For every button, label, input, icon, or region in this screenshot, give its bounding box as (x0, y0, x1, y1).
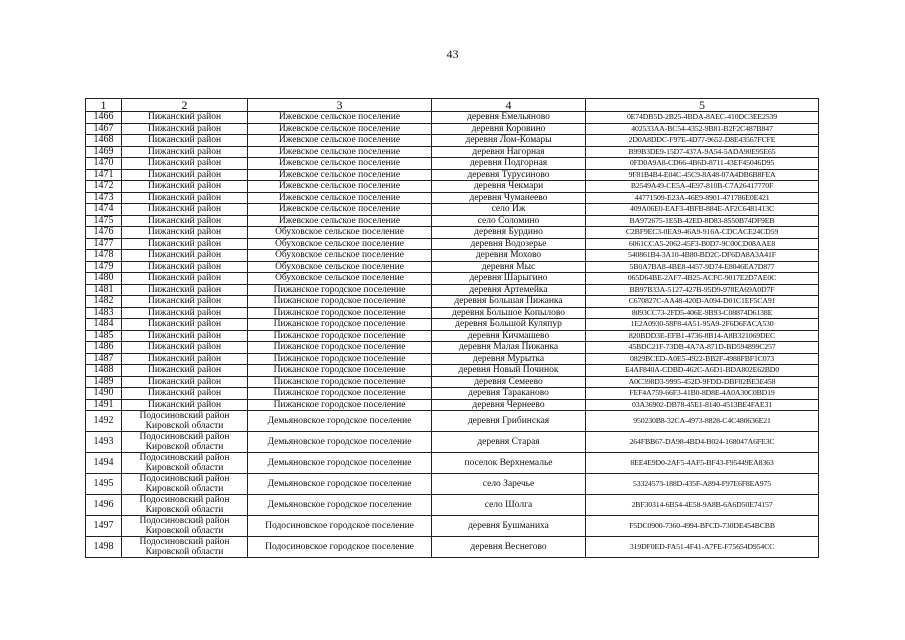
guid-cell: 0FD0A9A8-CD66-4B6D-8711-43EF45046D95 (586, 158, 819, 170)
row-number: 1471 (86, 169, 122, 181)
settlement-cell: Демьяновское городское поселение (248, 495, 432, 516)
settlement-cell: Пижанское городское поселение (248, 399, 432, 411)
locality-cell: деревня Новый Починок (432, 365, 586, 377)
locality-cell: деревня Коровино (432, 123, 586, 135)
settlement-cell: Подосиновское городское поселение (248, 516, 432, 537)
settlement-cell: Ижевское сельское поселение (248, 158, 432, 170)
guid-cell: F5DC0900-7360-4994-BFCD-730DE454BCBB (586, 516, 819, 537)
guid-cell: FEF4A759-66F3-41B0-8D8E-4A0A30C0BD19 (586, 388, 819, 400)
settlement-cell: Подосиновское городское поселение (248, 537, 432, 558)
guid-cell: 2BF30314-6B54-4E58-9A8B-6A6D50E74157 (586, 495, 819, 516)
locality-cell: деревня Бушманиха (432, 516, 586, 537)
settlement-cell: Пижанское городское поселение (248, 376, 432, 388)
table-row (86, 399, 819, 411)
guid-cell: 1E2A0930-58F8-4A51-95A9-2F6D6FACA530 (586, 319, 819, 331)
row-number: 1473 (86, 192, 122, 204)
table-row (86, 330, 819, 342)
district-cell: Пижанский район (122, 376, 248, 388)
settlement-cell: Ижевское сельское поселение (248, 123, 432, 135)
locality-cell: деревня Мохово (432, 250, 586, 262)
settlement-cell: Ижевское сельское поселение (248, 181, 432, 193)
guid-cell: 6061CCA5-2062-45F3-B0D7-9C00CD08AAE8 (586, 238, 819, 250)
settlement-cell: Пижанское городское поселение (248, 284, 432, 296)
table-row (86, 296, 819, 308)
guid-cell: 065D64BE-2AF7-4B25-ACFC-9017E2D7AE0C (586, 273, 819, 285)
settlement-cell: Пижанское городское поселение (248, 307, 432, 319)
locality-cell: село Шолга (432, 495, 586, 516)
locality-cell: село Иж (432, 204, 586, 216)
locality-cell: деревня Кичмашево (432, 330, 586, 342)
table-row (86, 388, 819, 400)
settlement-cell: Ижевское сельское поселение (248, 146, 432, 158)
row-number: 1493 (86, 432, 122, 453)
row-number: 1489 (86, 376, 122, 388)
row-number: 1467 (86, 123, 122, 135)
guid-cell: 45BDC21F-73DB-4A7A-871D-BD594899C257 (586, 342, 819, 354)
locality-cell: деревня Тараканово (432, 388, 586, 400)
locality-cell: деревня Артемейка (432, 284, 586, 296)
locality-cell: деревня Водозерье (432, 238, 586, 250)
table-row (86, 319, 819, 331)
district-cell: Подосиновский район Кировской области (122, 537, 248, 558)
table-row (86, 432, 819, 453)
district-cell: Пижанский район (122, 319, 248, 331)
table-row (86, 376, 819, 388)
row-number: 1487 (86, 353, 122, 365)
guid-cell: BA972675-1E5B-42ED-8D83-8550B74DF9EB (586, 215, 819, 227)
row-number: 1468 (86, 135, 122, 147)
table-row (86, 112, 819, 124)
table-body (86, 112, 819, 558)
guid-cell: B2549A49-CE5A-4E97-810B-C7A26417770F (586, 181, 819, 193)
guid-cell: C670827C-AA48-420D-A094-D01C1EF5CA91 (586, 296, 819, 308)
district-cell: Пижанский район (122, 388, 248, 400)
district-cell: Пижанский район (122, 273, 248, 285)
guid-cell: 0E74DB5D-2B25-4BDA-8AEC-410DC3EE2539 (586, 112, 819, 124)
row-number: 1494 (86, 453, 122, 474)
settlement-cell: Обуховское сельское поселение (248, 250, 432, 262)
table-row (86, 353, 819, 365)
locality-cell: деревня Нагорная (432, 146, 586, 158)
table-row (86, 261, 819, 273)
locality-cell: деревня Чуманеево (432, 192, 586, 204)
district-cell: Пижанский район (122, 250, 248, 262)
table-header-row (86, 99, 819, 112)
guid-cell: B99B3DE9-15D7-437A-9A54-5ADA90E95E65 (586, 146, 819, 158)
table-row (86, 123, 819, 135)
locality-cell: деревня Большой Куляпур (432, 319, 586, 331)
row-number: 1466 (86, 112, 122, 124)
guid-cell: 540861B4-3A10-4B80-BD2C-DF6DA8A3A41F (586, 250, 819, 262)
row-number: 1485 (86, 330, 122, 342)
locality-cell: деревня Большое Копылово (432, 307, 586, 319)
settlement-cell: Пижанское городское поселение (248, 319, 432, 331)
settlement-cell: Ижевское сельское поселение (248, 192, 432, 204)
table-row (86, 135, 819, 147)
row-number: 1488 (86, 365, 122, 377)
district-cell: Пижанский район (122, 181, 248, 193)
district-cell: Пижанский район (122, 296, 248, 308)
locality-cell: деревня Грибинская (432, 411, 586, 432)
row-number: 1483 (86, 307, 122, 319)
column-header-guid: 5 (586, 99, 819, 112)
district-cell: Пижанский район (122, 123, 248, 135)
guid-cell: 0829BCED-A0E5-4922-BB2F-4988FBF1C073 (586, 353, 819, 365)
district-cell: Пижанский район (122, 112, 248, 124)
table-row (86, 250, 819, 262)
row-number: 1486 (86, 342, 122, 354)
district-cell: Пижанский район (122, 399, 248, 411)
locality-cell: деревня Старая (432, 432, 586, 453)
settlement-cell: Пижанское городское поселение (248, 388, 432, 400)
table-row (86, 227, 819, 239)
settlement-cell: Обуховское сельское поселение (248, 273, 432, 285)
column-header-locality: 4 (432, 99, 586, 112)
guid-cell: 8093CC73-2FD5-406E-9B93-C08874D6138E (586, 307, 819, 319)
settlement-registry-table (85, 98, 819, 558)
row-number: 1469 (86, 146, 122, 158)
settlement-cell: Пижанское городское поселение (248, 353, 432, 365)
column-header-settlement: 3 (248, 99, 432, 112)
table-row (86, 273, 819, 285)
row-number: 1491 (86, 399, 122, 411)
locality-cell: деревня Чекмари (432, 181, 586, 193)
column-header-number: 1 (86, 99, 122, 112)
table-row (86, 181, 819, 193)
district-cell: Пижанский район (122, 342, 248, 354)
district-cell: Пижанский район (122, 365, 248, 377)
table-row (86, 495, 819, 516)
table-row (86, 516, 819, 537)
locality-cell: деревня Подгорная (432, 158, 586, 170)
district-cell: Пижанский район (122, 158, 248, 170)
locality-cell: деревня Лом-Комары (432, 135, 586, 147)
guid-cell: 53324573-188D-435F-A894-F97E6F8EA975 (586, 474, 819, 495)
row-number: 1480 (86, 273, 122, 285)
district-cell: Пижанский район (122, 215, 248, 227)
row-number: 1477 (86, 238, 122, 250)
locality-cell: деревня Мыс (432, 261, 586, 273)
row-number: 1492 (86, 411, 122, 432)
row-number: 1482 (86, 296, 122, 308)
locality-cell: село Заречье (432, 474, 586, 495)
locality-cell: деревня Бурдино (432, 227, 586, 239)
guid-cell: 9F81B4B4-E04C-45C9-8A48-07A4DB6B8FEA (586, 169, 819, 181)
row-number: 1484 (86, 319, 122, 331)
settlement-cell: Обуховское сельское поселение (248, 238, 432, 250)
guid-cell: 8EE4E9D0-2AF5-4AF5-BF43-F95449EA8363 (586, 453, 819, 474)
guid-cell: 03A36902-DB78-45E1-8140-4513BE4FAE31 (586, 399, 819, 411)
district-cell: Пижанский район (122, 169, 248, 181)
guid-cell: 409A06E0-EAF3-4BFB-884E-AF2C6481413C (586, 204, 819, 216)
locality-cell: деревня Чернеево (432, 399, 586, 411)
table-row (86, 238, 819, 250)
table-row (86, 474, 819, 495)
row-number: 1472 (86, 181, 122, 193)
district-cell: Подосиновский район Кировской области (122, 411, 248, 432)
row-number: 1478 (86, 250, 122, 262)
settlement-cell: Пижанское городское поселение (248, 330, 432, 342)
district-cell: Подосиновский район Кировской области (122, 495, 248, 516)
district-cell: Пижанский район (122, 284, 248, 296)
table-row (86, 342, 819, 354)
table-row (86, 158, 819, 170)
guid-cell: A0C398D3-9995-452D-9FDD-DBF82BE3E458 (586, 376, 819, 388)
row-number: 1497 (86, 516, 122, 537)
table-row (86, 284, 819, 296)
row-number: 1498 (86, 537, 122, 558)
locality-cell: деревня Большая Пижанка (432, 296, 586, 308)
guid-cell: E4AF840A-CDBD-462C-A6D1-BDA802E62BD0 (586, 365, 819, 377)
district-cell: Пижанский район (122, 135, 248, 147)
table-row (86, 411, 819, 432)
settlement-cell: Обуховское сельское поселение (248, 227, 432, 239)
table-row (86, 169, 819, 181)
row-number: 1475 (86, 215, 122, 227)
row-number: 1495 (86, 474, 122, 495)
settlement-cell: Ижевское сельское поселение (248, 169, 432, 181)
table-row (86, 192, 819, 204)
settlement-cell: Ижевское сельское поселение (248, 215, 432, 227)
table-row (86, 365, 819, 377)
locality-cell: деревня Турусиново (432, 169, 586, 181)
district-cell: Подосиновский район Кировской области (122, 453, 248, 474)
district-cell: Пижанский район (122, 330, 248, 342)
guid-cell: 264FBB67-DA98-4BD4-B024-168047A6FE3C (586, 432, 819, 453)
locality-cell: поселок Верхнемалье (432, 453, 586, 474)
guid-cell: 402533AA-BC54-4352-9B81-B2F2C487B847 (586, 123, 819, 135)
table-row (86, 537, 819, 558)
row-number: 1470 (86, 158, 122, 170)
settlement-cell: Демьяновское городское поселение (248, 474, 432, 495)
district-cell: Пижанский район (122, 238, 248, 250)
row-number: 1496 (86, 495, 122, 516)
settlement-cell: Обуховское сельское поселение (248, 261, 432, 273)
district-cell: Пижанский район (122, 146, 248, 158)
district-cell: Пижанский район (122, 192, 248, 204)
guid-cell: 5B0A7BA8-4BE8-4457-9D74-E8046EA7D877 (586, 261, 819, 273)
locality-cell: деревня Шарыгино (432, 273, 586, 285)
guid-cell: 950230B8-32CA-4973-8828-C4C480636E21 (586, 411, 819, 432)
page-number: 43 (446, 47, 459, 61)
district-cell: Пижанский район (122, 261, 248, 273)
district-cell: Подосиновский район Кировской области (122, 432, 248, 453)
table-row (86, 204, 819, 216)
settlement-cell: Демьяновское городское поселение (248, 453, 432, 474)
guid-cell: C2BF9EC3-0EA9-46A9-916A-CDCACE24CD59 (586, 227, 819, 239)
settlement-cell: Пижанское городское поселение (248, 296, 432, 308)
guid-cell: 820BDD3E-EFB1-4736-8B14-A8B321069DEC (586, 330, 819, 342)
row-number: 1479 (86, 261, 122, 273)
settlement-cell: Пижанское городское поселение (248, 342, 432, 354)
column-header-district: 2 (122, 99, 248, 112)
guid-cell: 44771509-E23A-46E9-8901-471786E0E421 (586, 192, 819, 204)
table-row (86, 146, 819, 158)
guid-cell: 2D0A8DDC-F97E-4D77-9652-D8E43567FCFE (586, 135, 819, 147)
district-cell: Пижанский район (122, 204, 248, 216)
row-number: 1490 (86, 388, 122, 400)
row-number: 1481 (86, 284, 122, 296)
district-cell: Пижанский район (122, 353, 248, 365)
table-row (86, 215, 819, 227)
row-number: 1476 (86, 227, 122, 239)
district-cell: Подосиновский район Кировской области (122, 516, 248, 537)
locality-cell: деревня Семеево (432, 376, 586, 388)
settlement-cell: Демьяновское городское поселение (248, 432, 432, 453)
table-row (86, 453, 819, 474)
table-row (86, 307, 819, 319)
settlement-cell: Ижевское сельское поселение (248, 135, 432, 147)
settlement-cell: Демьяновское городское поселение (248, 411, 432, 432)
district-cell: Подосиновский район Кировской области (122, 474, 248, 495)
guid-cell: 319DF0ED-FA51-4F41-A7FE-F75654D954CC (586, 537, 819, 558)
district-cell: Пижанский район (122, 227, 248, 239)
locality-cell: деревня Малая Пижанка (432, 342, 586, 354)
guid-cell: BB97B33A-5127-427B-95D9-978EA69A0D7F (586, 284, 819, 296)
locality-cell: деревня Емельяново (432, 112, 586, 124)
locality-cell: деревня Мурытка (432, 353, 586, 365)
settlement-cell: Ижевское сельское поселение (248, 204, 432, 216)
settlement-cell: Пижанское городское поселение (248, 365, 432, 377)
locality-cell: деревня Веснегово (432, 537, 586, 558)
settlement-cell: Ижевское сельское поселение (248, 112, 432, 124)
district-cell: Пижанский район (122, 307, 248, 319)
locality-cell: село Соломино (432, 215, 586, 227)
row-number: 1474 (86, 204, 122, 216)
